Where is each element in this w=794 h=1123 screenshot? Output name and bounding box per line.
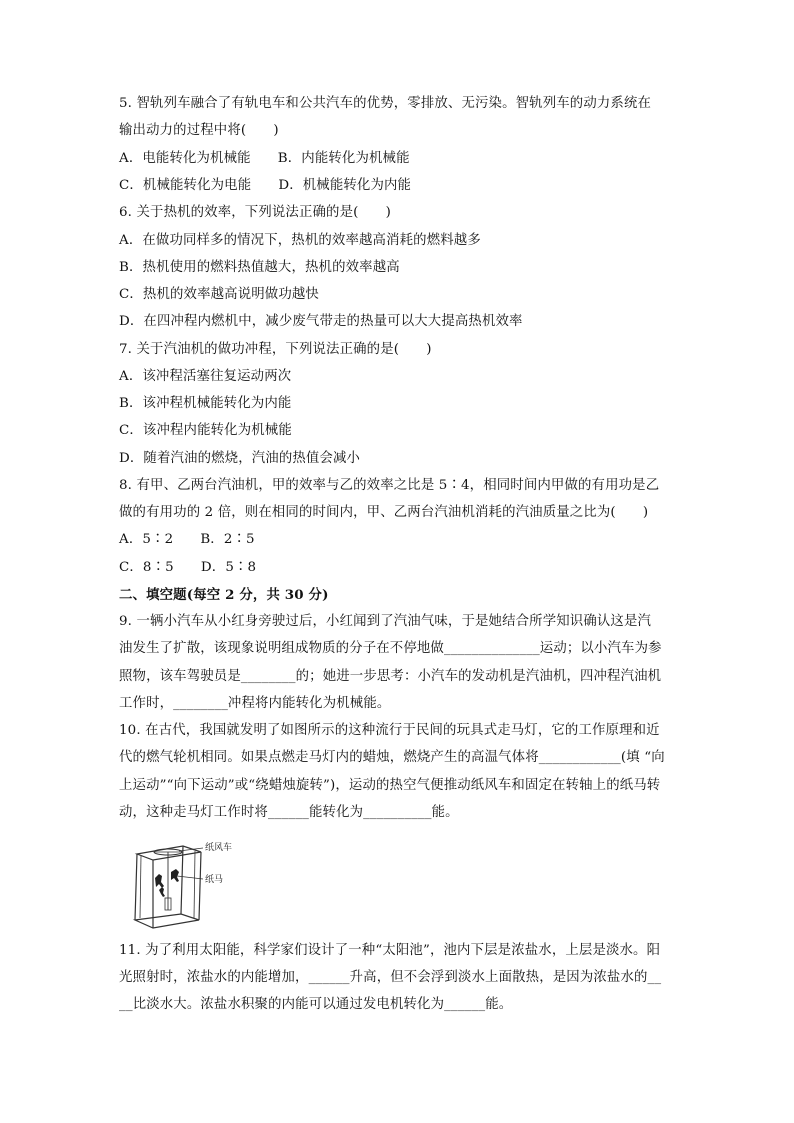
q10-line-3: 上运动”“向下运动”或“绕蜡烛旋转”)，运动的热空气便推动纸风车和固定在转轴上的纸马转 <box>119 778 661 793</box>
q10-line-4: 动，这种走马灯工作时将______能转化为__________能。 <box>119 805 459 820</box>
horse-label: 纸马 <box>205 875 224 885</box>
q6-option-b: B．热机使用的燃料热值越大，热机的效率越高 <box>119 260 400 275</box>
q8-options-cd: C．8∶5 D．5∶8 <box>119 560 257 575</box>
q9-line-4: 工作时，________冲程将内能转化为机械能。 <box>119 696 391 711</box>
q5-options-ab: A．电能转化为机械能 B．内能转化为机械能 <box>119 151 410 166</box>
revolving-lantern-figure <box>131 838 239 934</box>
q5-stem-line-2: 输出动力的过程中将( ) <box>119 123 279 138</box>
q10-line-1: 10. 在古代，我国就发明了如图所示的这种流行于民间的玩具式走马灯，它的工作原理和近 <box>119 723 660 738</box>
q7-option-a: A．该冲程活塞往复运动两次 <box>119 369 292 384</box>
q6-option-d: D．在四冲程内燃机中，减少废气带走的热量可以大大提高热机效率 <box>119 314 523 329</box>
q10-line-2: 代的燃气轮机相同。如果点燃走马灯内的蜡烛，燃烧产生的高温气体将____________(填 “向 <box>119 750 665 765</box>
q6-stem: 6. 关于热机的效率，下列说法正确的是( ) <box>119 205 391 220</box>
q11-line-1: 11. 为了利用太阳能，科学家们设计了一种“太阳池”，池内下层是浓盐水，上层是淡水。阳 <box>119 943 661 958</box>
section-2-heading: 二、填空题(每空 2 分，共 30 分) <box>119 587 329 603</box>
q9-line-3: 照物，该车驾驶员是________的；她进一步思考：小汽车的发动机是汽油机，四冲程汽油机 <box>119 669 662 684</box>
q6-option-c: C．热机的效率越高说明做功越快 <box>119 287 319 302</box>
windmill-label: 纸风车 <box>205 843 233 853</box>
q6-option-a: A．在做功同样多的情况下，热机的效率越高消耗的燃料越多 <box>119 233 481 248</box>
q11-line-3: __比淡水大。浓盐水积聚的内能可以通过发电机转化为______能。 <box>119 997 513 1012</box>
q9-line-2: 油发生了扩散，该现象说明组成物质的分子在不停地做______________运动；以小汽车为参 <box>119 641 662 656</box>
q5-stem-line-1: 5. 智轨列车融合了有轨电车和公共汽车的优势，零排放、无污染。智轨列车的动力系统在 <box>119 96 652 111</box>
q7-option-c: C．该冲程内能转化为机械能 <box>119 423 292 438</box>
q11-line-2: 光照射时，浓盐水的内能增加，______升高，但不会浮到淡水上面散热，是因为浓盐水的__ <box>119 970 662 985</box>
q7-option-b: B．该冲程机械能转化为内能 <box>119 396 292 411</box>
q9-line-1: 9. 一辆小汽车从小红身旁驶过后，小红闻到了汽油气味，于是她结合所学知识确认这是汽 <box>119 614 652 629</box>
q8-options-ab: A．5∶2 B．2∶5 <box>119 532 255 547</box>
q5-options-cd: C．机械能转化为电能 D．机械能转化为内能 <box>119 178 412 193</box>
q8-stem-line-2: 做的有用功的 2 倍，则在相同的时间内，甲、乙两台汽油机消耗的汽油质量之比为( ) <box>119 505 649 520</box>
q7-option-d: D．随着汽油的燃烧，汽油的热值会减小 <box>119 451 361 466</box>
q8-stem-line-1: 8. 有甲、乙两台汽油机，甲的效率与乙的效率之比是 5∶4，相同时间内甲做的有用功是乙 <box>119 478 660 493</box>
q7-stem: 7. 关于汽油机的做功冲程，下列说法正确的是( ) <box>119 342 432 357</box>
